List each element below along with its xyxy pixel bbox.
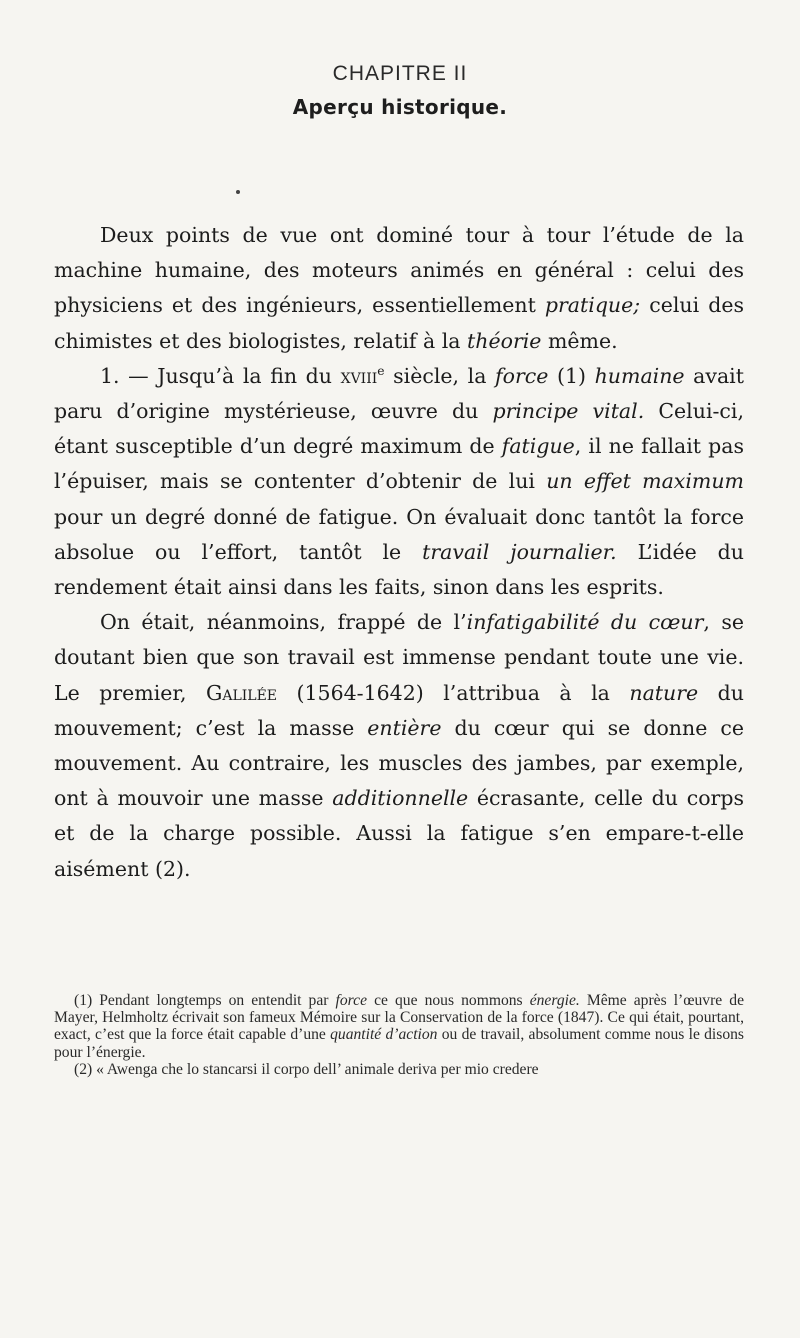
text-run: (1): [548, 363, 595, 388]
text-run: avait paru d’origine mystérieuse, œuvre du: [54, 363, 744, 424]
text-run: e: [377, 363, 385, 378]
chapter-label: CHAPITRE II: [332, 62, 468, 85]
text-run: quantité d’action: [330, 1026, 438, 1044]
text-run: travail journalier.: [422, 539, 617, 564]
text-run: additionnelle: [332, 786, 469, 811]
text-run: 1. — Jusqu’à la fin du: [100, 363, 341, 388]
text-run: celui des chimistes et des biologistes, relatif à la: [54, 293, 744, 353]
ornament-dot: [236, 190, 240, 194]
section-title: Aperçu historique.: [292, 95, 508, 119]
body-text: [54, 218, 744, 887]
text-run: (2) « Awenga che lo stancarsi il corpo dell’ animale deriva per mio credere: [74, 1060, 539, 1078]
text-run: entière: [367, 715, 442, 740]
text-run: Même après l’œuvre de Mayer, Helmholtz écrivait son fameux Mémoire sur la Conservation de la force (1847). Ce qui était, pourtant, exact, c’est que la force était capable d’une: [54, 992, 745, 1044]
text-run: , se doutant bien que son travail est immense pendant toute une vie. Le premier,: [54, 610, 745, 705]
text-run: écrasante, celle du corps et de la charge possible. Aussi la fatigue s’en empare-t-elle aisément (2).: [54, 786, 744, 881]
text-run: siècle, la: [384, 363, 496, 388]
text-run: Galilée: [205, 680, 278, 705]
text-run: (1) Pendant longtemps on entendit par: [74, 992, 336, 1009]
text-run: fatigue: [501, 434, 575, 459]
paragraph-section-1: [54, 359, 744, 605]
text-run: (1564-1642) l’attribua à la: [277, 680, 630, 705]
footnote-1: [54, 992, 744, 1061]
text-run: infatigabilité du cœur: [466, 610, 704, 635]
text-run: L’idée du rendement était ainsi dans les faits, sinon dans les esprits.: [54, 539, 744, 600]
footnote-2: [54, 1061, 744, 1078]
text-run: théorie: [467, 328, 542, 353]
text-run: énergie.: [529, 992, 580, 1009]
text-run: xviii: [340, 363, 378, 388]
text-run: , il ne fallait pas l’épuiser, mais se contenter d’obtenir de lui: [54, 434, 744, 494]
text-run: force: [495, 363, 549, 388]
text-run: pratique;: [544, 293, 641, 318]
text-run: principe vital.: [492, 399, 645, 424]
text-run: humaine: [594, 363, 685, 388]
footnotes: [54, 992, 744, 1078]
text-run: ce que nous nommons: [367, 992, 530, 1009]
text-run: Deux points de vue ont dominé tour à tour l’étude de la machine humaine, des moteurs animés en général : celui des physiciens et des ingénieurs, essentiellement: [54, 223, 744, 318]
paragraph-heart: [54, 605, 744, 887]
text-run: force: [335, 992, 368, 1009]
text-run: du mouvement; c’est la masse: [54, 680, 744, 740]
text-run: nature: [629, 680, 699, 705]
text-run: du cœur qui se donne ce mouvement. Au contraire, les muscles des jambes, par exemple, ont à mouvoir une masse: [54, 715, 744, 811]
text-run: Celui-ci, étant susceptible d’un degré maximum de: [54, 399, 744, 459]
text-run: un effet maximum: [546, 469, 744, 494]
text-run: même.: [541, 328, 618, 353]
text-run: On était, néanmoins, frappé de l’: [100, 610, 467, 635]
paragraph-intro: [54, 218, 744, 359]
text-run: pour un degré donné de fatigue. On évaluait donc tantôt la force absolue ou l’effort, tantôt le: [54, 504, 744, 564]
text-run: ou de travail, absolument comme nous le disons pour l’énergie.: [54, 1026, 744, 1061]
